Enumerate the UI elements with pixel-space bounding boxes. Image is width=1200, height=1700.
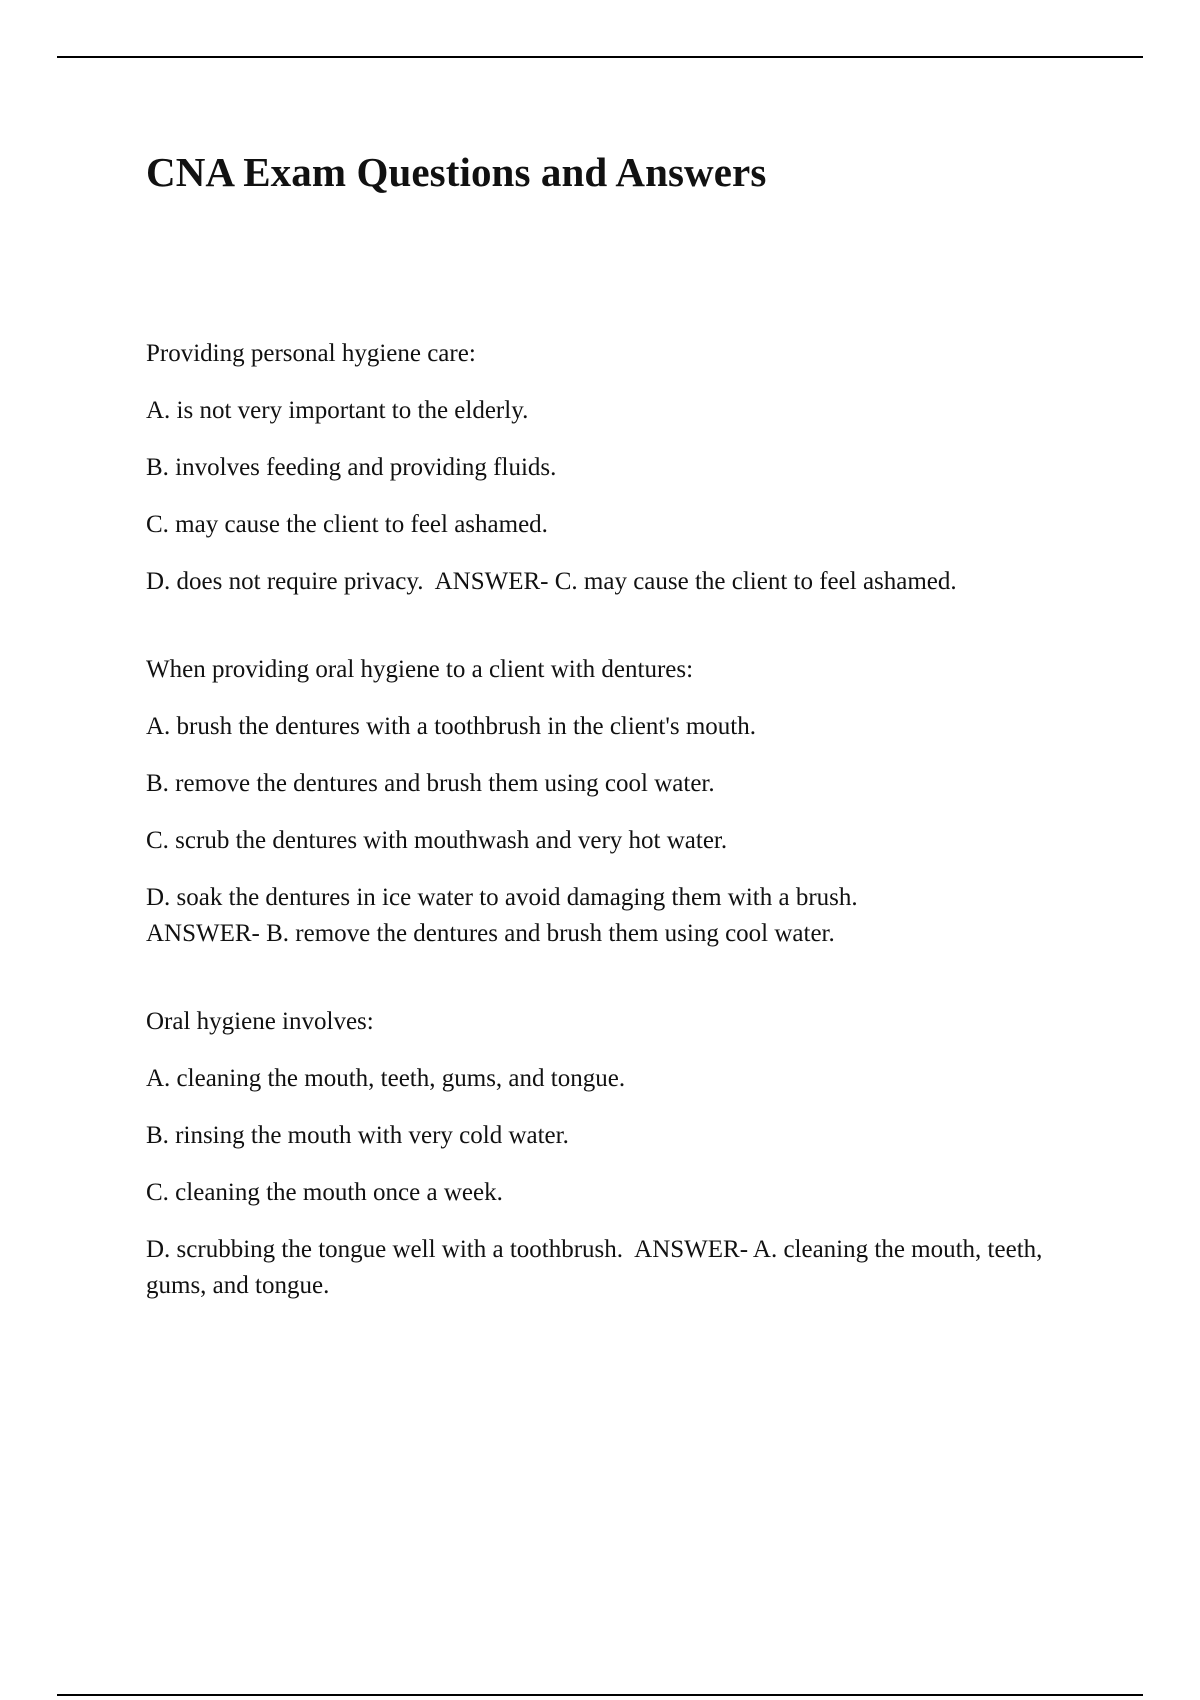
question-3-option-b: B. rinsing the mouth with very cold water.	[146, 1122, 569, 1149]
question-3-option-d-with-answer	[146, 1232, 1076, 1304]
question-3	[146, 1004, 1076, 1304]
top-divider	[57, 56, 1143, 58]
question-2	[146, 652, 1076, 952]
page-title: CNA Exam Questions and Answers	[146, 149, 767, 195]
question-3-prompt: Oral hygiene involves:	[146, 1008, 374, 1035]
question-3-option-d: D. scrubbing the tongue well with a toothbrush.	[146, 1236, 624, 1263]
question-1-option-c: C. may cause the client to feel ashamed.	[146, 511, 548, 538]
question-list	[146, 336, 1076, 1356]
question-2-prompt: When providing oral hygiene to a client with dentures:	[146, 656, 694, 683]
question-1-option-d-with-answer	[146, 564, 1076, 600]
question-2-option-d: D. soak the dentures in ice water to avoid damaging them with a brush.	[146, 884, 858, 911]
question-2-option-d-with-answer	[146, 880, 1076, 952]
question-2-option-c: C. scrub the dentures with mouthwash and very hot water.	[146, 827, 728, 854]
question-3-option-c: C. cleaning the mouth once a week.	[146, 1179, 503, 1206]
question-1-option-a: A. is not very important to the elderly.	[146, 397, 529, 424]
bottom-divider	[57, 1694, 1143, 1696]
question-1-option-b: B. involves feeding and providing fluids.	[146, 454, 557, 481]
question-2-option-a: A. brush the dentures with a toothbrush in the client's mouth.	[146, 713, 756, 740]
question-3-option-a: A. cleaning the mouth, teeth, gums, and tongue.	[146, 1065, 626, 1092]
question-1	[146, 336, 1076, 600]
question-1-option-d: D. does not require privacy.	[146, 568, 424, 595]
question-2-answer: ANSWER- B. remove the dentures and brush them using cool water.	[146, 920, 835, 947]
question-3-answer: ANSWER- A. cleaning the mouth, teeth, gums, and tongue.	[146, 1236, 1043, 1299]
question-2-option-b: B. remove the dentures and brush them using cool water.	[146, 770, 715, 797]
question-1-answer: ANSWER- C. may cause the client to feel ashamed.	[434, 568, 957, 595]
question-1-prompt: Providing personal hygiene care:	[146, 340, 476, 367]
